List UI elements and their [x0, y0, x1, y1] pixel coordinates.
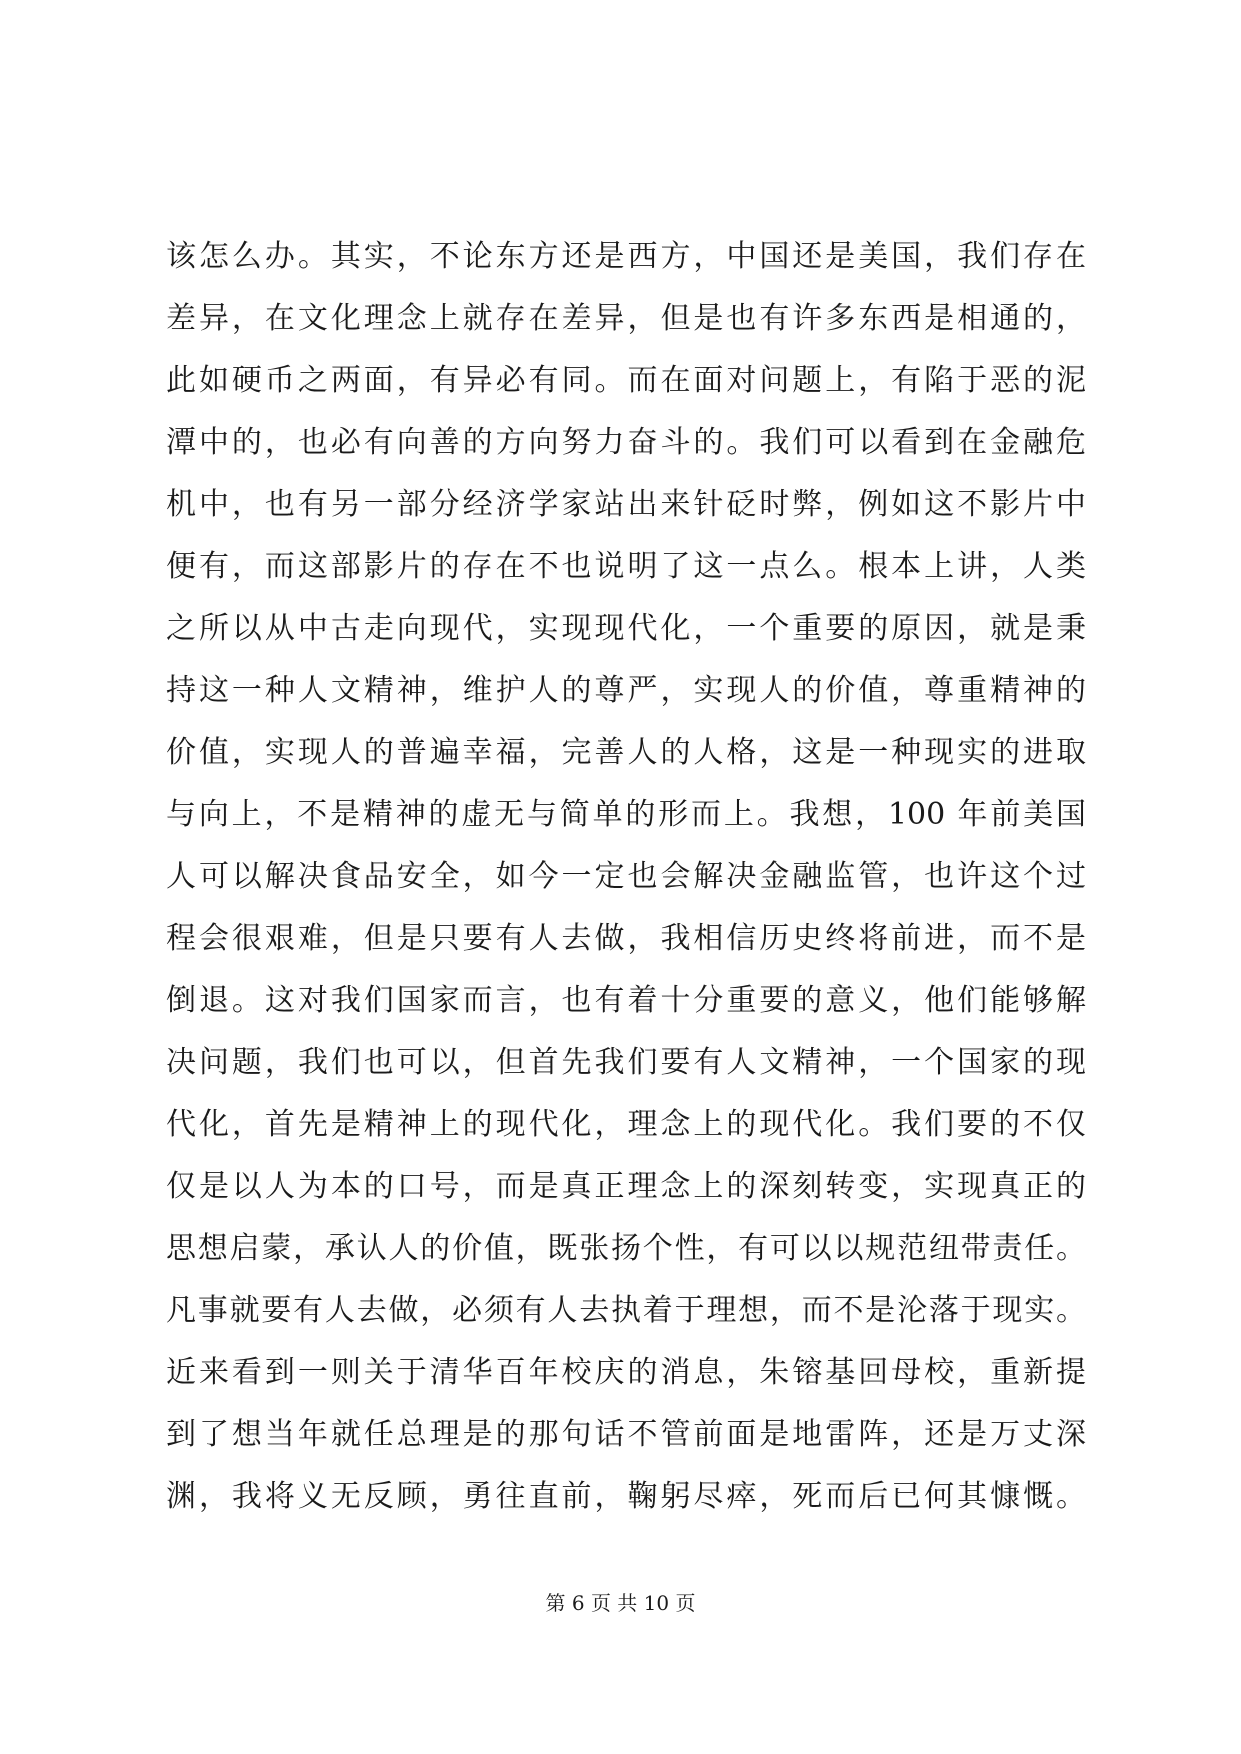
text-line: 渊，我将义无反顾，勇往直前，鞠躬尽瘁，死而后已何其慷慨。 [166, 1479, 1086, 1514]
text-line: 潭中的，也必有向善的方向努力奋斗的。我们可以看到在金融危 [166, 425, 1086, 460]
text-line: 与向上，不是精神的虚无与简单的形而上。我想，100 年前美国 [166, 797, 1086, 832]
text-line: 机中，也有另一部分经济学家站出来针砭时弊，例如这不影片中 [166, 487, 1086, 522]
text-line: 到了想当年就任总理是的那句话不管前面是地雷阵，还是万丈深 [166, 1417, 1086, 1452]
text-line: 差异，在文化理念上就存在差异，但是也有许多东西是相通的， [166, 301, 1086, 336]
text-line: 之所以从中古走向现代，实现现代化，一个重要的原因，就是秉 [166, 611, 1086, 646]
text-line: 思想启蒙，承认人的价值，既张扬个性，有可以以规范纽带责任。 [166, 1231, 1086, 1266]
text-line: 价值，实现人的普遍幸福，完善人的人格，这是一种现实的进取 [166, 735, 1086, 770]
text-line: 近来看到一则关于清华百年校庆的消息，朱镕基回母校，重新提 [166, 1355, 1086, 1390]
text-line: 此如硬币之两面，有异必有同。而在面对问题上，有陷于恶的泥 [166, 363, 1086, 398]
text-line: 人可以解决食品安全，如今一定也会解决金融监管，也许这个过 [166, 859, 1086, 894]
text-line: 凡事就要有人去做，必须有人去执着于理想，而不是沦落于现实。 [166, 1293, 1086, 1328]
text-line: 便有，而这部影片的存在不也说明了这一点么。根本上讲，人类 [166, 549, 1086, 584]
text-line: 程会很艰难，但是只要有人去做，我相信历史终将前进，而不是 [166, 921, 1086, 956]
text-line: 仅是以人为本的口号，而是真正理念上的深刻转变，实现真正的 [166, 1169, 1086, 1204]
text-line: 决问题，我们也可以，但首先我们要有人文精神，一个国家的现 [166, 1045, 1086, 1080]
text-line: 该怎么办。其实，不论东方还是西方，中国还是美国，我们存在 [166, 239, 1086, 274]
page-number-footer: 第 6 页 共 10 页 [545, 1591, 696, 1615]
text-line: 倒退。这对我们国家而言，也有着十分重要的意义，他们能够解 [166, 983, 1086, 1018]
text-line: 持这一种人文精神，维护人的尊严，实现人的价值，尊重精神的 [166, 673, 1086, 708]
body-text [166, 226, 1086, 1528]
text-line: 代化，首先是精神上的现代化，理念上的现代化。我们要的不仅 [166, 1107, 1086, 1142]
